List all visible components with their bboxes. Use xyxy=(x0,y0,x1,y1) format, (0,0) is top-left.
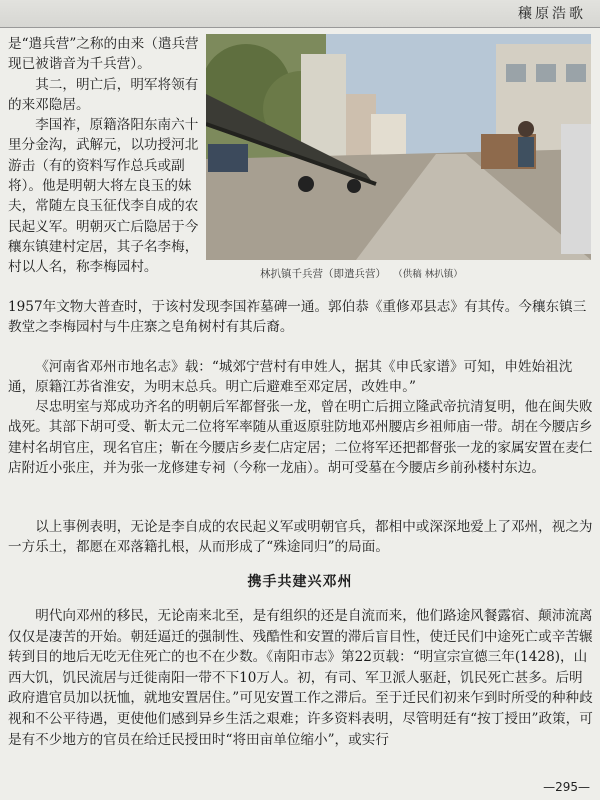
paragraph-left-3: 李国祚，原籍洛阳东南六十里分金沟，武解元，以功授河北游击（有的资料写作总兵或副将）。他是明朝大将左良玉的妹夫，常随左良玉征伐李自成的农民起义军。明朝灭亡后隐居于今穰东镇建村定居，其子名李梅，村以人名，称李梅园村。 xyxy=(8,117,199,276)
photo-caption xyxy=(260,266,580,281)
header-divider xyxy=(0,27,600,28)
paragraph-left-2: 其二，明亡后，明军将领有的来邓隐居。 xyxy=(8,76,199,113)
page-number: —295— xyxy=(543,780,590,794)
paragraph-6: 以上事例表明，无论是李自成的农民起义军或明朝官兵，都相中或深深地爱上了邓州，视之为一方乐土，都愿在邓落籍扎根，从而形成了“殊途同归”的局面。 xyxy=(8,519,593,556)
paragraph-5: 尽忠明室与郑成功齐名的明朝后军都督张一龙，曾在明亡后拥立隆武帝抗清复明，他在闽失败战死。其部下胡可受、靳太元二位将军率随从重返原驻防地邓州腰店乡祖师庙一带。胡在今腰店乡建村名胡官庄，现名官庄；靳在今腰店乡麦仁店定居；二位将军还把都督张一龙的家属安置在麦仁店附近小张庄，并为张一龙修建专祠（今称一龙庙）。胡可受墓在今腰店乡前孙楼村东边。 xyxy=(8,399,593,476)
street-photo xyxy=(206,34,591,260)
paragraph-left-1: 是“遣兵营”之称的由来（遣兵营现已被谐音为千兵营）。 xyxy=(8,36,199,73)
left-column xyxy=(8,34,204,278)
caption-credit: （供稿 林扒镇） xyxy=(398,269,463,280)
caption-text: 林扒镇千兵营（即遣兵营） xyxy=(260,268,386,280)
book-section-title: 穰原浩歌 xyxy=(518,6,586,22)
paragraph-4: 《河南省邓州市地名志》载：“城郊宁营村有申姓人，据其《申氏家谱》可知，申姓始祖沈通，原籍江苏省淮安，为明末总兵。明亡后避难至邓定居，改姓申。” xyxy=(8,359,573,396)
section-heading: 携手共建兴邓州 xyxy=(247,574,353,590)
page-header xyxy=(0,0,600,28)
section-paragraph-1: 明代向邓州的移民，无论南来北至，是有组织的还是自流而来，他们路途风餐露宿、颠沛流离仅仅是凄苦的开始。朝廷逼迁的强制性、残酷性和安置的滞后盲目性，使迁民们中途死亡或辛苦辗转到目的地后无吃无住死亡的也不在少数。《南阳市志》第22页载：“明宣宗宣德三年(1428)，山西大饥，饥民流居与迁徙南阳一带不下10万人。初，有司、军卫派人驱赶，饥民死亡甚多。后明政府遣官员加以抚恤，就地安置居住。”可见安置工作之滞后。至于迁民们初来乍到时所受的种种歧视和不公平待遇，更使他们感到异乡生活之艰难；许多资料表明，尽管明廷有“按丁授田”政策，可是有不少地方的官员在给迁民授田时“将田亩单位缩小”，或实行 xyxy=(8,608,593,748)
paragraph-continued: 1957年文物大普查时，于该村发现李国祚墓碑一通。郭伯恭《重修邓县志》有其传。今穰东镇三教堂之李梅园村与牛庄寨之皂角树村有其后裔。 xyxy=(8,299,587,336)
